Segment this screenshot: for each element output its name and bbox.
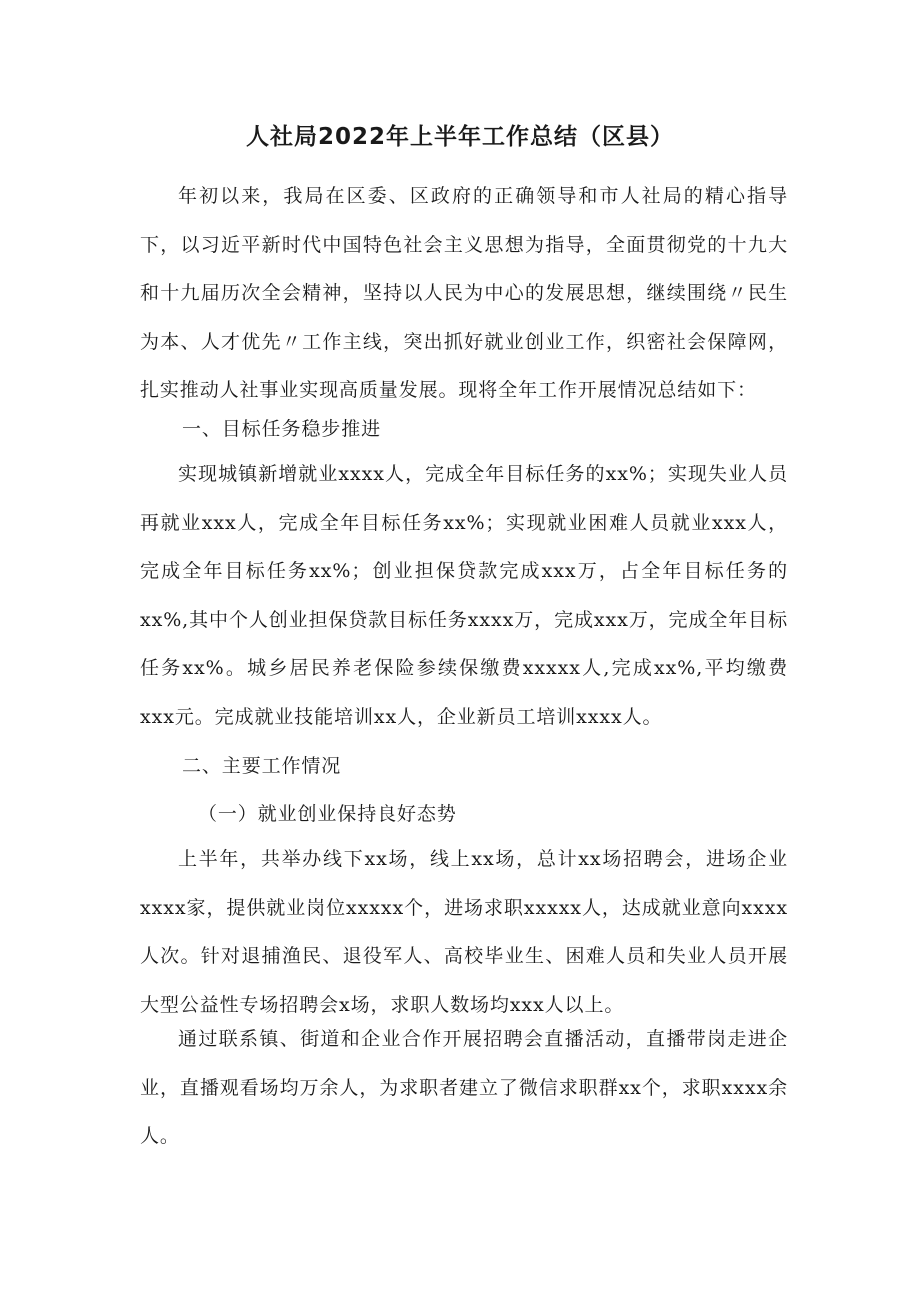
intro-paragraph: 年初以来，我局在区委、区政府的正确领导和市人社局的精心指导下，以习近平新时代中国特色社会主义思想为指导，全面贯彻党的十九大和十九届历次全会精神，坚持以人民为中心的发展思想，继续围绕〃民生为本、人才优先〃工作主线，突出抓好就业创业工作，织密社会保障网，扎实推动人社事业实现高质量发展。现将全年工作开展情况总结如下：: [140, 185, 788, 402]
section-1-heading: 一、目标任务稳步推进: [182, 418, 382, 440]
section-2-heading: 二、主要工作情况: [182, 755, 342, 777]
subsection-1-heading: （一）就业创业保持良好态势: [198, 803, 457, 825]
section-1-paragraph: 实现城镇新增就业xxxx人，完成全年目标任务的xx%；实现失业人员再就业xxx人，完成全年目标任务xx%；实现就业困难人员就业xxx人，完成全年目标任务xx%；创业担保贷款完成xxx万，占全年目标任务的xx%,其中个人创业担保贷款目标任务xxxx万，完成xxx万，完成全年目标任务xx%。城乡居民养老保险参续保缴费xxxxx人,完成xx%,平均缴费xxx元。完成就业技能培训xx人，企业新员工培训xxxx人。: [140, 463, 788, 728]
subsection-1-paragraph-1: 上半年，共举办线下xx场，线上xx场，总计xx场招聘会，进场企业xxxx家，提供就业岗位xxxxx个，进场求职xxxxx人，达成就业意向xxxx人次。针对退捕渔民、退役军人、高校毕业生、困难人员和失业人员开展大型公益性专场招聘会x场，求职人数场均xxx人以上。: [140, 848, 788, 1016]
subsection-1-paragraph-2: 通过联系镇、街道和企业合作开展招聘会直播活动，直播带岗走进企业，直播观看场均万余人，为求职者建立了微信求职群xx个，求职xxxx余人。: [140, 1028, 788, 1148]
document-title: 人社局2022年上半年工作总结（区县）: [245, 124, 674, 150]
